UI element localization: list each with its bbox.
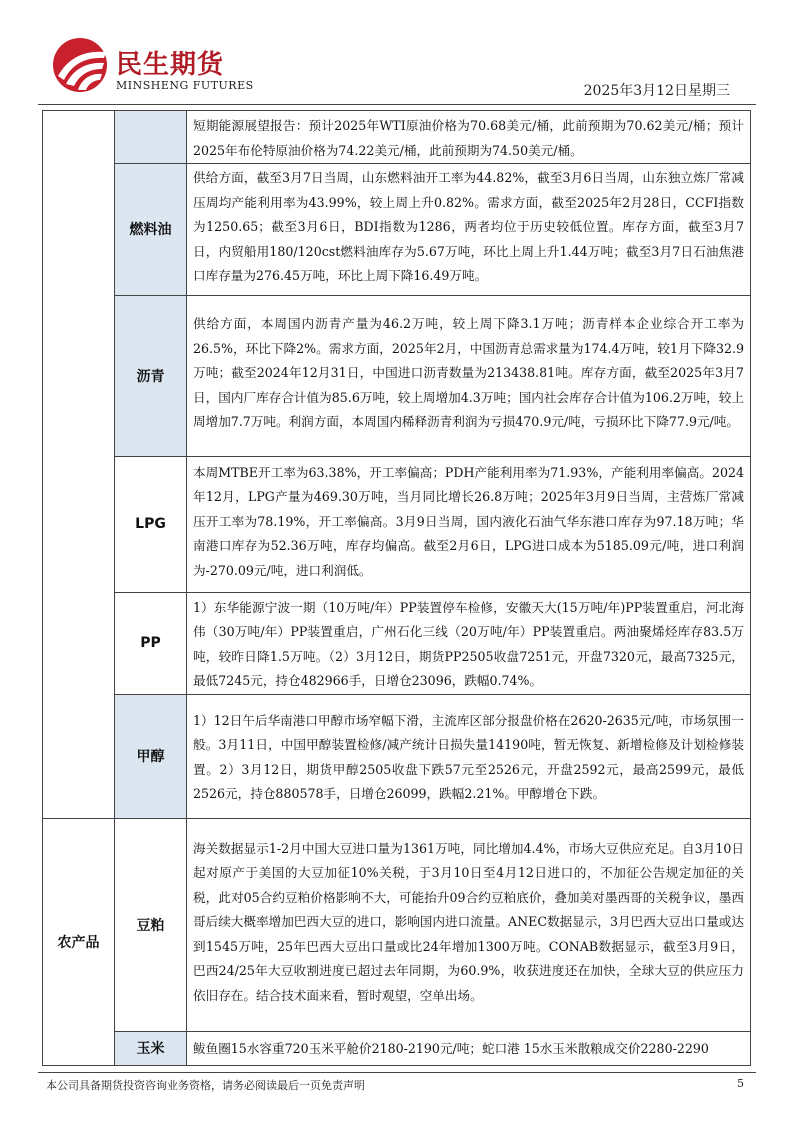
sub-category-lpg: LPG	[115, 456, 187, 592]
minsheng-logo-icon	[50, 36, 110, 94]
header-divider	[38, 104, 756, 105]
commentary-soymeal: 海关数据显示1-2月中国大豆进口量为1361万吨，同比增加4.4%，市场大豆供应充足。自3月10日起对原产于美国的大豆加征10%关税，于3月10日至4月12日进口的，不加征公告规定加征的关税，此对05合约豆粕价格影响不大，可能抬升09合约豆粕底价，叠加美对墨西哥的关税争议，墨西哥后续大概率增加巴西大豆的进口，影响国内进口流量。ANEC数据显示，3月巴西大豆出口量或达到1545万吨，25年巴西大豆出口量或比24年增加1300万吨。CONAB数据显示，截至3月9日，巴西24/25年大豆收割进度已超过去年同期，为60.9%，收获进度还在加快，全球大豆的供应压力依旧存在。结合技术面来看，暂时观望，空单出场。	[187, 818, 751, 1031]
sub-category-cell	[115, 111, 187, 164]
commentary-corn: 鲅鱼圈15水容重720玉米平舱价2180-2190元/吨；蛇口港 15水玉米散粮成交价2280-2290	[187, 1031, 751, 1065]
sub-category-corn: 玉米	[115, 1031, 187, 1065]
sub-category-fuel-oil: 燃料油	[115, 164, 187, 296]
commentary-crude: 短期能源展望报告：预计2025年WTI原油价格为70.68美元/桶，此前预期为70.62美元/桶；预计2025年布伦特原油价格为74.22美元/桶，此前预期为74.50美元/桶。	[187, 111, 751, 164]
table-row	[43, 818, 751, 1031]
sub-category-asphalt: 沥青	[115, 295, 187, 456]
table-row	[43, 1031, 751, 1065]
commentary-lpg: 本周MTBE开工率为63.38%，开工率偏高；PDH产能利用率为71.93%，产能利用率偏高。2024年12月，LPG产量为469.30万吨，当月同比增长26.8万吨；2025年3月9日当周，主营炼厂常减压开工率为78.19%，开工率偏高。3月9日当周，国内液化石油气华东港口库存为97.18万吨；华南港口库存为52.36万吨，库存均偏高。截至2月6日，LPG进口成本为5185.09元/吨，进口利润为-270.09元/吨，进口利润低。	[187, 456, 751, 592]
table-row	[43, 164, 751, 296]
commentary-pp: 1）东华能源宁波一期（10万吨/年）PP装置停车检修，安徽天大(15万吨/年)PP装置重启，河北海伟（30万吨/年）PP装置重启，广州石化三线（20万吨/年）PP装置重启。两油聚烯烃库存83.5万吨，较昨日降1.5万吨。（2）3月12日，期货PP2505收盘7251元，开盘7320元，最高7325元，最低7245元，持仓482966手，日增仓23096，跌幅0.74%。	[187, 592, 751, 694]
commentary-asphalt: 供给方面，本周国内沥青产量为46.2万吨，较上周下降3.1万吨；沥青样本企业综合开工率为26.5%，环比下降2%。需求方面，2025年2月，中国沥青总需求量为174.4万吨，较1月下降32.9万吨；截至2024年12月31日，中国进口沥青数量为213438.81吨。库存方面，截至2025年3月7日，国内厂库存合计值为85.6万吨，较上周增加4.3万吨；国内社会库存合计值为106.2万吨，较上周增加7.7万吨。利润方面，本周国内稀释沥青利润为亏损470.9元/吨，亏损环比下降77.9元/吨。	[187, 295, 751, 456]
category-cell	[43, 111, 115, 819]
table-row	[43, 456, 751, 592]
table-row	[43, 592, 751, 694]
table-row	[43, 694, 751, 818]
brand-name-en: MINSHENG FUTURES	[116, 79, 254, 92]
commentary-methanol: 1）12日午后华南港口甲醇市场窄幅下滑，主流库区部分报盘价格在2620-2635元/吨，市场氛围一般。3月11日，中国甲醇装置检修/减产统计日损失量14190吨，暂无恢复、新增检修及计划检修装置。2）3月12日，期货甲醇2505收盘下跌57元至2526元，开盘2592元，最高2599元，最低2526元，持仓880578手，日增仓26099，跌幅2.21%。甲醇增仓下跌。	[187, 694, 751, 818]
page-number: 5	[737, 1077, 744, 1090]
table-row	[43, 295, 751, 456]
footer-divider	[38, 1072, 756, 1073]
report-date: 2025年3月12日星期三	[583, 83, 730, 99]
footer-disclaimer: 本公司具备期货投资咨询业务资格，请务必阅读最后一页免责声明	[46, 1079, 365, 1092]
commentary-fuel-oil: 供给方面，截至3月7日当周，山东燃料油开工率为44.82%，截至3月6日当周，山东独立炼厂常减压周均产能利用率为43.99%，较上周上升0.82%。需求方面，截至2025年2月28日，CCFI指数为1250.65；截至3月6日，BDI指数为1286，两者均位于历史较低位置。库存方面，截至3月7日，内贸船用180/120cst燃料油库存为5.67万吨，环比上周上升1.44万吨；截至3月7日石油焦港口库存量为276.45万吨，环比上周下降16.49万吨。	[187, 164, 751, 296]
brand-name-cn: 民生期货	[116, 50, 225, 80]
commodity-table	[42, 110, 751, 1066]
category-agriculture: 农产品	[43, 818, 115, 1065]
sub-category-methanol: 甲醇	[115, 694, 187, 818]
page-header	[0, 0, 794, 106]
sub-category-soymeal: 豆粕	[115, 818, 187, 1031]
sub-category-pp: PP	[115, 592, 187, 694]
table-row	[43, 111, 751, 164]
